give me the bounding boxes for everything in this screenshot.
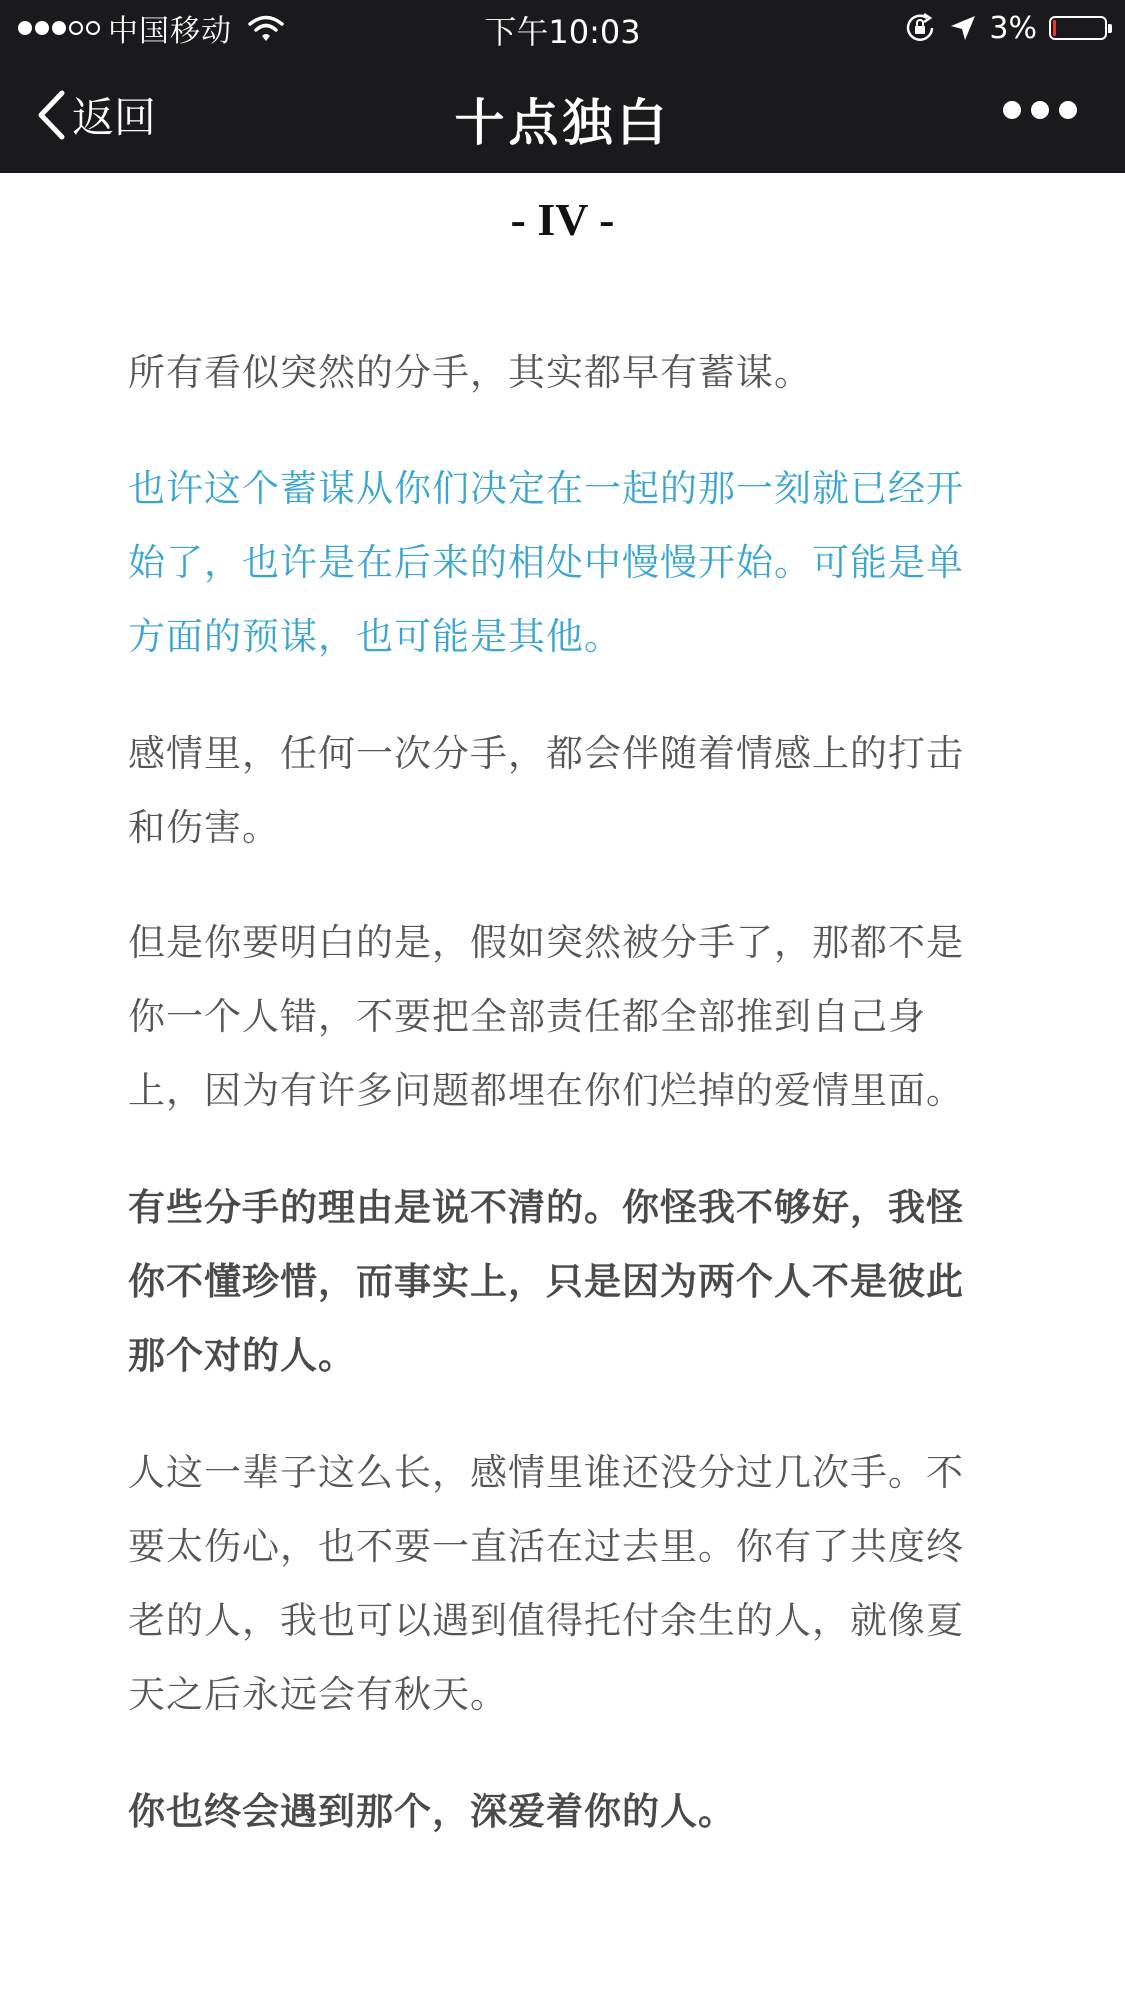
article-paragraph-highlighted: 也许这个蓄谋从你们决定在一起的那一刻就已经开始了，也许是在后来的相处中慢慢开始。可能是单方面的预谋，也可能是其他。 xyxy=(128,467,964,658)
article-paragraph-bold: 有些分手的理由是说不清的。你怪我不够好，我怪你不懂珍惜，而事实上，只是因为两个人不是彼此那个对的人。 xyxy=(128,1186,964,1377)
battery-level xyxy=(1053,20,1056,36)
article-paragraph: 感情里，任何一次分手，都会伴随着情感上的打击和伤害。 xyxy=(128,732,964,849)
status-right xyxy=(903,8,1107,48)
location-arrow-icon xyxy=(949,14,977,42)
more-dot xyxy=(1003,101,1021,119)
carrier-name: 中国移动 xyxy=(108,14,232,49)
battery-percent: 3% xyxy=(989,10,1037,46)
more-dots-icon[interactable] xyxy=(1003,101,1077,119)
section-heading: - IV - xyxy=(510,194,615,245)
article-paragraph-bold: 你也终会遇到那个，深爱着你的人。 xyxy=(128,1790,736,1833)
back-label: 返回 xyxy=(72,93,157,142)
page-title: 十点独白 xyxy=(454,94,671,152)
status-time: 下午10:03 xyxy=(484,13,641,51)
article-paragraph: 所有看似突然的分手，其实都早有蓄谋。 xyxy=(128,351,812,394)
article-paragraph: 人这一辈子这么长，感情里谁还没分过几次手。不要太伤心，也不要一直活在过去里。你有了共度终老的人，我也可以遇到值得托付余生的人，就像夏天之后永远会有秋天。 xyxy=(128,1451,964,1716)
article-paragraph: 但是你要明白的是，假如突然被分手了，那都不是你一个人错，不要把全部责任都全部推到自己身上，因为有许多问题都埋在你们烂掉的爱情里面。 xyxy=(128,921,964,1112)
more-dot xyxy=(1059,101,1077,119)
status-bar xyxy=(0,0,1125,55)
orientation-lock-icon xyxy=(903,11,937,45)
more-dot xyxy=(1031,101,1049,119)
nav-bar xyxy=(0,55,1125,173)
battery-icon xyxy=(1049,16,1107,40)
